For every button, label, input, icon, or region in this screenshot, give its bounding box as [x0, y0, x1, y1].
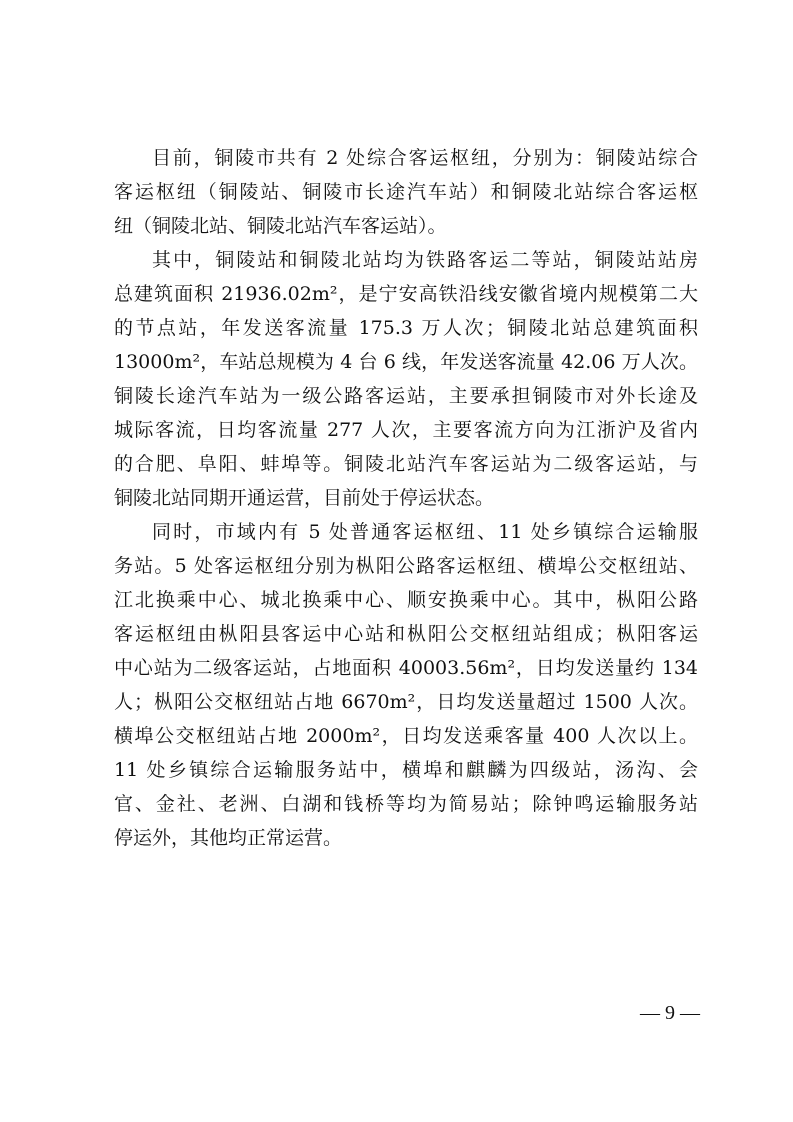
text-line: 停运外，其他均正常运营。 — [114, 827, 343, 849]
text-line: 其中，铜陵站和铜陵北站均为铁路客运二等站，铜陵站站房 — [152, 249, 698, 271]
text-line: 中心站为二级客运站，占地面积 40003.56m²，日均发送量约 134 — [114, 657, 698, 679]
text-line: 的节点站，年发送客流量 175.3 万人次；铜陵北站总建筑面积 — [114, 317, 698, 339]
paragraph-2 — [114, 243, 698, 515]
text-line: 人；枞阳公交枢纽站占地 6670m²，日均发送量超过 1500 人次。 — [114, 691, 698, 713]
paragraph-1 — [114, 141, 698, 243]
text-line: 横埠公交枢纽站占地 2000m²，日均发送乘客量 400 人次以上。 — [114, 725, 698, 747]
text-line: 目前，铜陵市共有 2 处综合客运枢纽，分别为：铜陵站综合 — [152, 147, 698, 169]
page-number: — 9 — — [640, 1002, 700, 1024]
text-line: 的合肥、阜阳、蚌埠等。铜陵北站汽车客运站为二级客运站，与 — [114, 453, 698, 475]
text-line: 客运枢纽由枞阳县客运中心站和枞阳公交枢纽站组成；枞阳客运 — [114, 623, 698, 645]
paragraph-3 — [114, 515, 698, 855]
text-line: 铜陵长途汽车站为一级公路客运站，主要承担铜陵市对外长途及 — [114, 385, 698, 407]
text-line: 客运枢纽（铜陵站、铜陵市长途汽车站）和铜陵北站综合客运枢 — [114, 181, 698, 203]
text-line: 11 处乡镇综合运输服务站中，横埠和麒麟为四级站，汤沟、会 — [114, 759, 698, 781]
body-text — [114, 141, 698, 855]
text-line: 铜陵北站同期开通运营，目前处于停运状态。 — [114, 487, 495, 509]
text-line: 总建筑面积 21936.02m²，是宁安高铁沿线安徽省境内规模第二大 — [114, 283, 698, 305]
text-line: 官、金社、老洲、白湖和钱桥等均为简易站；除钟鸣运输服务站 — [114, 793, 698, 815]
text-line: 13000m²，车站总规模为 4 台 6 线，年发送客流量 42.06 万人次。 — [114, 351, 698, 373]
text-line: 同时，市域内有 5 处普通客运枢纽、11 处乡镇综合运输服 — [152, 521, 698, 543]
text-line: 纽（铜陵北站、铜陵北站汽车客运站）。 — [114, 215, 447, 237]
text-line: 城际客流，日均客流量 277 人次，主要客流方向为江浙沪及省内 — [114, 419, 698, 441]
text-line: 务站。5 处客运枢纽分别为枞阳公路客运枢纽、横埠公交枢纽站、 — [114, 555, 698, 577]
text-line: 江北换乘中心、城北换乘中心、顺安换乘中心。其中，枞阳公路 — [114, 589, 698, 611]
